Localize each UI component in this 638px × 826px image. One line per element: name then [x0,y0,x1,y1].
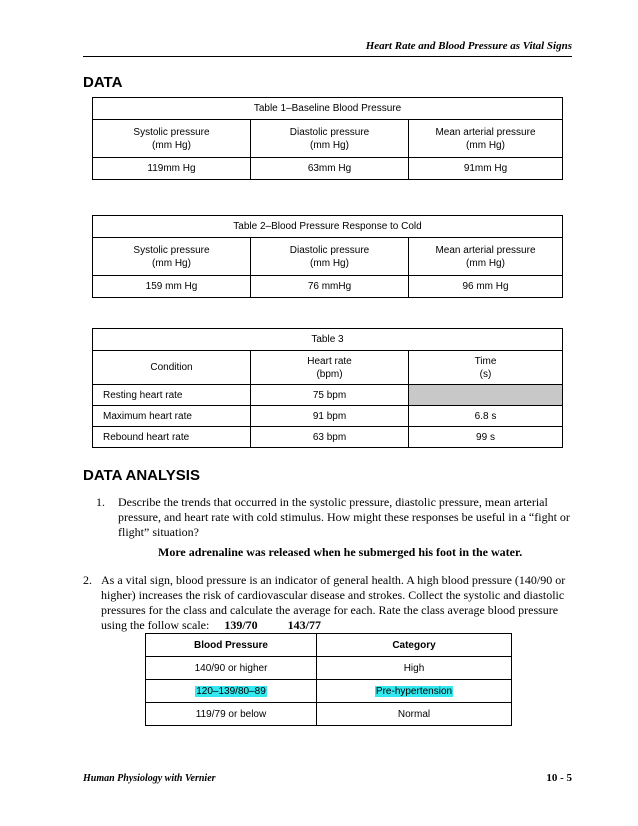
table-row [146,703,512,726]
table2-systolic-value: 159 mm Hg [93,276,251,298]
question-1-text: Describe the trends that occurred in the systolic pressure, diastolic pressure, mean arterial pressure, and heart rate with cold stimulus. How might these responses be useful in a “fight or flight” situation? [118,495,570,539]
bp-header-category: Category [317,634,512,657]
bp-category-highlighted: Pre-hypertension [317,680,512,703]
table-row [93,406,563,427]
row-heart-rate: 63 bpm [251,427,409,448]
table2-mean-value: 96 mm Hg [409,276,563,298]
table1-mean-value: 91mm Hg [409,158,563,180]
question-1-number: 1. [96,495,105,509]
page-header-title: Heart Rate and Blood Pressure as Vital Signs [365,40,572,52]
row-heart-rate: 75 bpm [251,385,409,406]
table3-col-time: Time (s) [409,351,563,385]
bp-pressure: 119/79 or below [146,703,317,726]
question-1-answer: More adrenaline was released when he submerged his foot in the water. [158,545,523,559]
table1-col-diastolic: Diastolic pressure (mm Hg) [251,120,409,158]
question-2-number: 2. [83,573,92,587]
bp-category: High [317,657,512,680]
analysis-heading: DATA ANALYSIS [83,467,200,484]
table-heart-rate [92,328,563,448]
bp-header-pressure: Blood Pressure [146,634,317,657]
data-heading: DATA [83,74,123,91]
footer-book-title: Human Physiology with Vernier [83,773,216,784]
table3-col-condition: Condition [93,351,251,385]
table1-col-mean: Mean arterial pressure (mm Hg) [409,120,563,158]
table1-diastolic-value: 63mm Hg [251,158,409,180]
footer-page-number: 10 - 5 [546,772,572,784]
bp-category-table [145,633,512,726]
bp-pressure-highlighted: 120–139/80–89 [146,680,317,703]
table2-col-mean: Mean arterial pressure (mm Hg) [409,238,563,276]
table1-col-systolic: Systolic pressure (mm Hg) [93,120,251,158]
question-1 [96,495,580,540]
question-2 [83,573,583,633]
table2-caption: Table 2–Blood Pressure Response to Cold [93,216,563,238]
table1-caption: Table 1–Baseline Blood Pressure [93,98,563,120]
table2-col-systolic: Systolic pressure (mm Hg) [93,238,251,276]
table2-diastolic-value: 76 mmHg [251,276,409,298]
table-cold-response [92,215,563,298]
bp-category: Normal [317,703,512,726]
table2-col-diastolic: Diastolic pressure (mm Hg) [251,238,409,276]
question-2-text: As a vital sign, blood pressure is an indicator of general health. A high blood pressure (140/90 or higher) increases the risk of cardiovascular disease and strokes. Collect the systolic and diastolic pressures for the class and calculate the average for each. Rate the class average blood pressure using the follow scale: [101,573,566,632]
row-time: 99 s [409,427,563,448]
table-row [146,657,512,680]
row-condition: Rebound heart rate [93,427,251,448]
row-condition: Resting heart rate [93,385,251,406]
header-rule [83,56,572,57]
table-baseline-bp [92,97,563,180]
table-row [93,427,563,448]
row-time: 6.8 s [409,406,563,427]
table1-systolic-value: 119mm Hg [93,158,251,180]
table-row [93,385,563,406]
answer-systolic: 139/70 [224,618,258,632]
table-row [146,680,512,703]
row-condition: Maximum heart rate [93,406,251,427]
answer-diastolic: 143/77 [287,618,321,632]
row-heart-rate: 91 bpm [251,406,409,427]
row-time-shaded [409,385,563,406]
table3-caption: Table 3 [93,329,563,351]
table3-col-heart-rate: Heart rate (bpm) [251,351,409,385]
bp-pressure: 140/90 or higher [146,657,317,680]
